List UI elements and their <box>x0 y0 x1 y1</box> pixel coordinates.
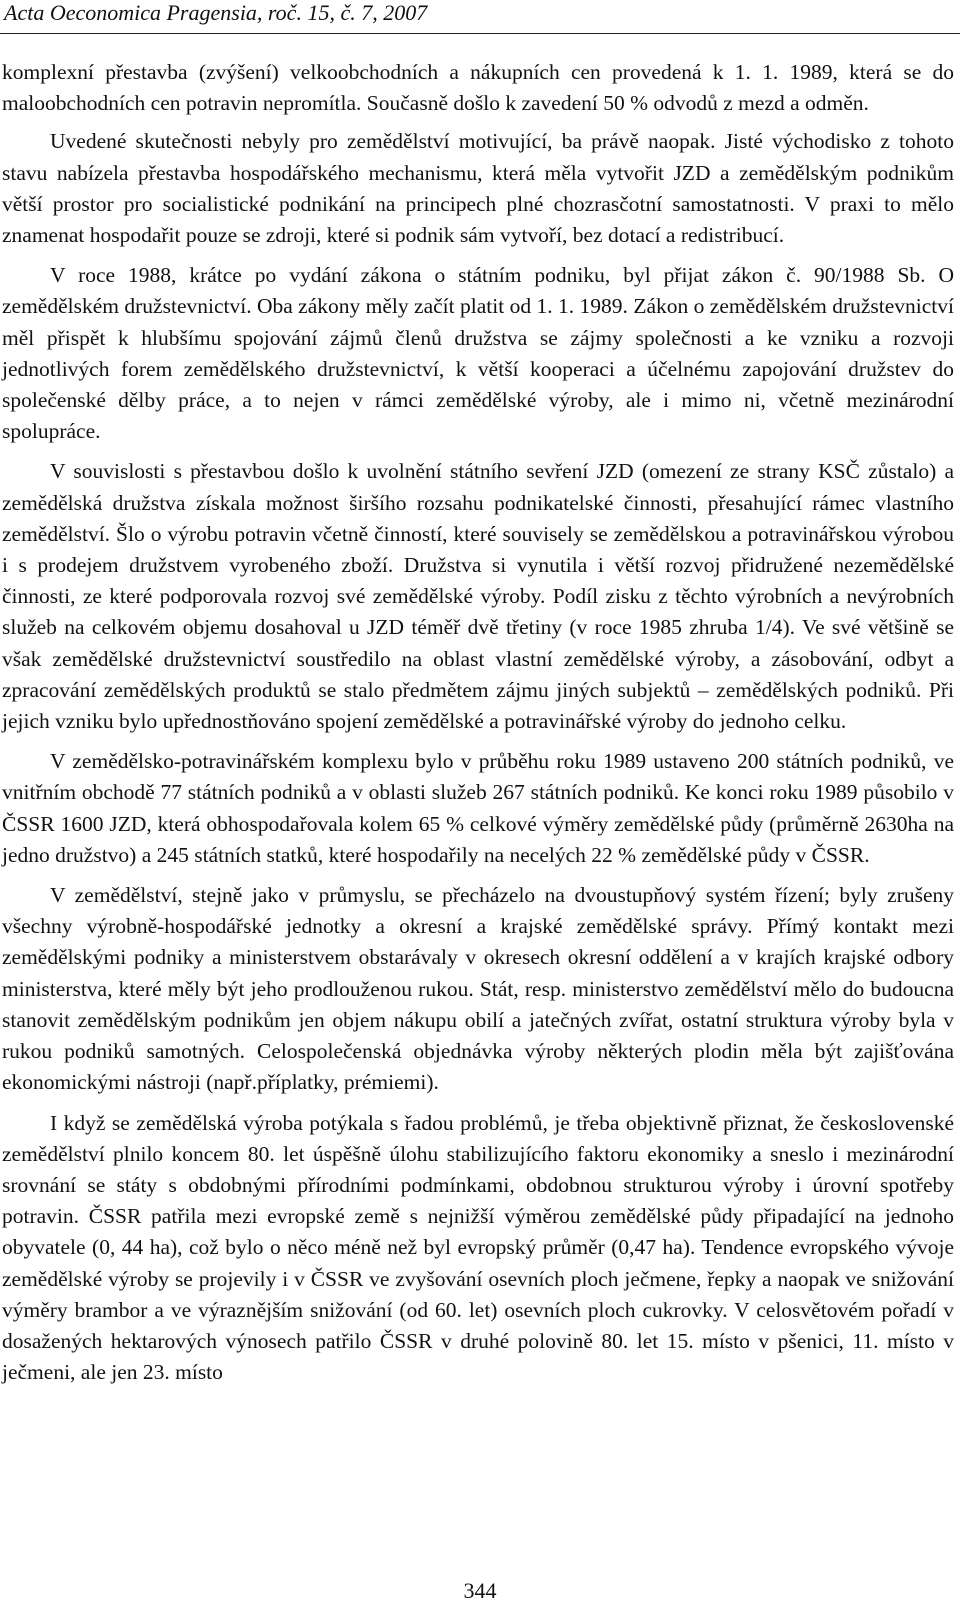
paragraph-restructuring: V souvislosti s přestavbou došlo k uvolnění státního sevření JZD (omezení ze strany KSČ zůstalo) a zemědělská družstva získala možnost širšího rozsahu podnikatelské činnosti, přesahující rámec vlastního zemědělství. Šlo o výrobu potravin včetně činností, které souvisely se zemědělskou a potravinářskou výrobou i s prodejem družstvem vyrobeného zboží. Družstva si vynutila i větší rozvoj přidružené nezemědělské činnosti, ze které podporovala rozvoj své zemědělské výroby. Podíl zisku z těchto výrobních a nevýrobních služeb na celkovém objemu dosahoval u JZD téměř dvě třetiny (v roce 1985 zhruba 1/4). Ve své většině se však zemědělské družstevnictví soustředilo na oblast vlastní zemědělské výroby, a zásobování, odbyt a zpracování zemědělských produktů se stalo předmětem zájmu jiných subjektů – zemědělských podniků. Při jejich vzniku bylo upřednostňováno spojení zemědělské a potravinářské výroby do jednoho celku. <box>2 459 954 734</box>
paragraph-motivation: Uvedené skutečnosti nebyly pro zemědělství motivující, ba právě naopak. Jisté východisko z tohoto stavu nabízela přestavba hospodářského mechanismu, která měla vytvořit JZD a zemědělským podnikům větší prostor pro socialistické podnikání na principech plné chozrasčotní samostatnosti. V praxi to mělo znamenat hospodařit pouze se zdroji, které si podnik sám vytvoří, bez dotací a redistribucí. <box>2 129 954 248</box>
paragraph-management-system: V zemědělství, stejně jako v průmyslu, se přecházelo na dvoustupňový systém řízení; byly zrušeny všechny výrobně-hospodářské jednotky a okresní a krajské zemědělské správy. Přímý kontakt mezi zemědělskými podniky a ministerstvem obstarávaly v okresech okresní oddělení a v krajích krajské odbory ministerstva, které měly být jeho prodlouženou rukou. Stát, resp. ministerstvo zemědělství mělo do budoucna stanovit zemědělským podnikům jen objem nákupu obilí a jatečných zvířat, ostatní struktura výroby byla v rukou podniků samotných. Celospolečenská objednávka výroby některých plodin měla být zajišťována ekonomickými nástroji (např.příplatky, prémiemi). <box>2 883 954 1095</box>
page-number: 344 <box>463 1578 497 1603</box>
article-body <box>2 57 954 1397</box>
header-rule <box>0 33 960 34</box>
running-header: Acta Oeconomica Pragensia, roč. 15, č. 7, 2007 <box>4 0 428 25</box>
paragraph-evaluation: I když se zemědělská výroba potýkala s řadou problémů, je třeba objektivně přiznat, že československé zemědělství plnilo koncem 80. let úspěšně úlohu stabilizujícího faktoru ekonomiky a sneslo i mezinárodní srovnání se státy s obdobnými přírodními podmínkami, obdobnou strukturou výroby i úrovní spotřeby potravin. ČSSR patřila mezi evropské země s nejnižší výměrou zemědělské půdy připadající na jednoho obyvatele (0, 44 ha), což bylo o něco méně než byl evropský průměr (0,47 ha). Tendence evropského vývoje zemědělské výroby se projevily i v ČSSR ve zvyšování osevních ploch ječmene, řepky a naopak ve snižování výměry brambor a ve výraznějším snižování (od 60. let) osevních ploch cukrovky. V celosvětovém pořadí v dosažených hektarových výnosech patřilo ČSSR v druhé polovině 80. let 15. místo v pšenici, 11. místo v ječmeni, ale jen 23. místo <box>2 1110 954 1385</box>
paragraph-continuation: komplexní přestavba (zvýšení) velkoobchodních a nákupních cen provedená k 1. 1. 1989, která se do maloobchodních cen potravin nepromítla. Současně došlo k zavedení 50 % odvodů z mezd a odměn. <box>2 60 954 116</box>
paragraph-state-enterprises: V zemědělsko-potravinářském komplexu bylo v průběhu roku 1989 ustaveno 200 státních podniků, ve vnitřním obchodě 77 státních podniků a v oblasti služeb 267 státních podniků. Ke konci roku 1989 působilo v ČSSR 1600 JZD, která obhospodařovala kolem 65 % celkové výměry zemědělské půdy (průměrně 2630ha na jedno družstvo) a 245 státních statků, které hospodařily na necelých 22 % zemědělské půdy v ČSSR. <box>2 749 954 867</box>
paragraph-cooperative-law: V roce 1988, krátce po vydání zákona o státním podniku, byl přijat zákon č. 90/1988 Sb. O zemědělském družstevnictví. Oba zákony měly začít platit od 1. 1. 1989. Zákon o zemědělském družstevnictví měl přispět k hlubšímu spojování zájmů členů družstva se zájmy společnosti a ke vzniku a rozvoji jednotlivých forem zemědělského družstevnictví, k větší kooperaci a účelnému zapojování družstev do společenské dělby práce, a to nejen v rámci zemědělské výroby, ale i mimo ni, včetně mezinárodní spolupráce. <box>2 263 954 444</box>
